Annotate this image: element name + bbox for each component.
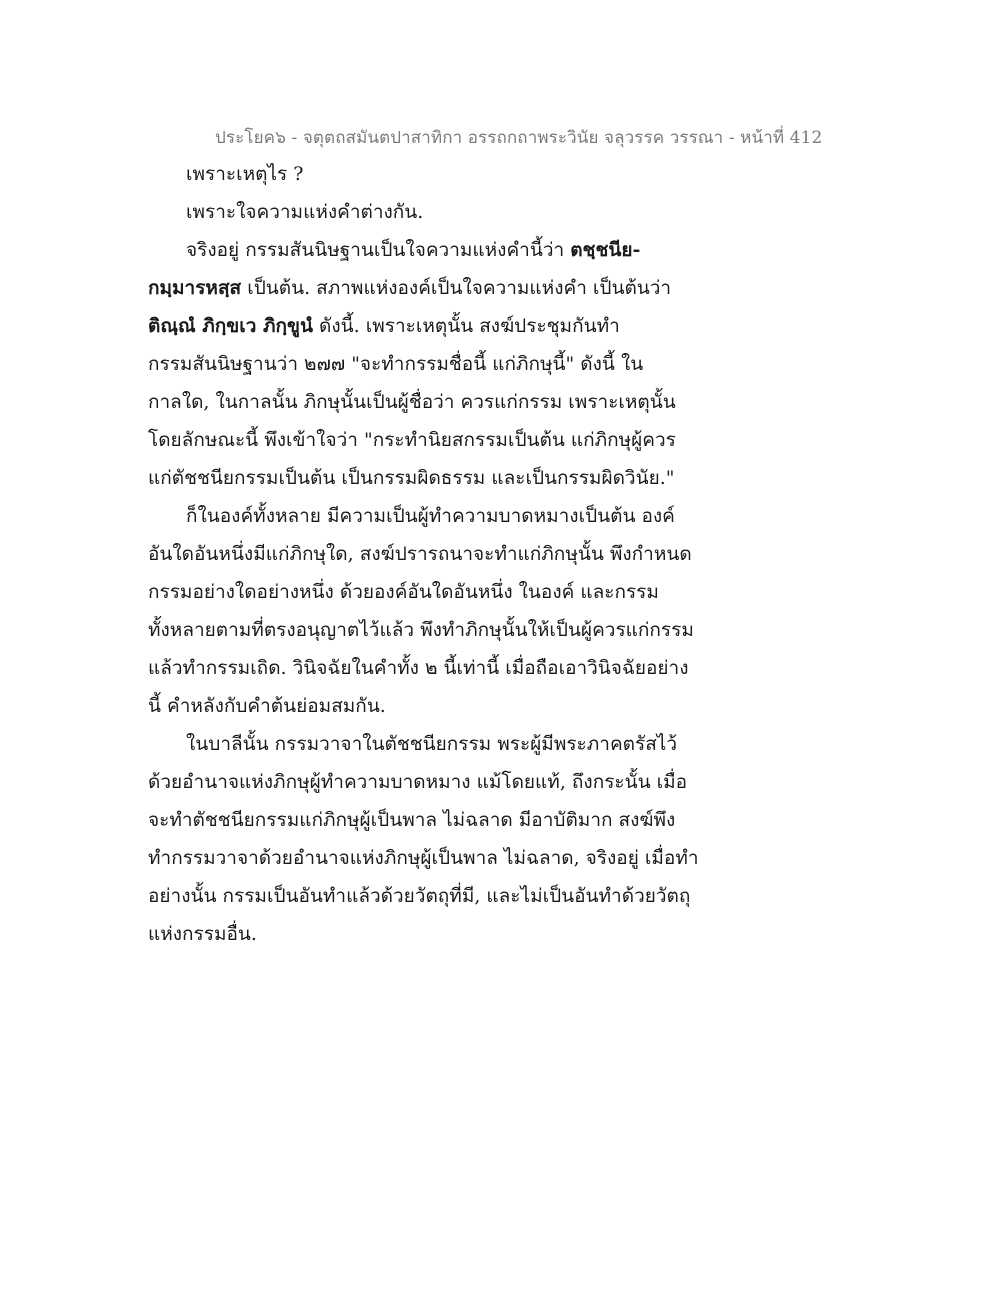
text-run: ด้วยอำนาจแห่งภิกษุผู้ทำความบาดหมาง แม้โดยแท้, ถึงกระนั้น เมื่อ [148, 771, 688, 793]
text-run: ทั้งหลายตามที่ตรงอนุญาตไว้แล้ว พึงทำภิกษุนั้นให้เป็นผู้ควรแก่กรรม [148, 619, 694, 641]
text-line [148, 421, 708, 459]
text-line [148, 763, 708, 801]
text-run: แล้วทำกรรมเถิด. วินิจฉัยในคำทั้ง ๒ นี้เท่านี้ เมื่อถือเอาวินิจฉัยอย่าง [148, 657, 689, 679]
pali-term: ติณฺณํ ภิกฺขเว ภิกฺขูนํ [148, 315, 314, 337]
text-line [148, 345, 708, 383]
text-run: ก็ในองค์ทั้งหลาย มีความเป็นผู้ทำความบาดหมางเป็นต้น องค์ [186, 505, 675, 527]
text-line [148, 383, 708, 421]
pali-term: กมฺมารหสฺส [148, 277, 242, 299]
text-line [148, 801, 708, 839]
text-run: อันใดอันหนึ่งมีแก่ภิกษุใด, สงฆ์ปรารถนาจะทำแก่ภิกษุนั้น พึงกำหนด [148, 543, 692, 565]
text-run: กาลใด, ในกาลนั้น ภิกษุนั้นเป็นผู้ชื่อว่า ควรแก่กรรม เพราะเหตุนั้น [148, 391, 676, 413]
text-line [148, 155, 708, 193]
body-text [148, 155, 708, 953]
text-run: ทำกรรมวาจาด้วยอำนาจแห่งภิกษุผู้เป็นพาล ไม่ฉลาด, จริงอยู่ เมื่อทำ [148, 847, 699, 869]
text-line [148, 839, 708, 877]
text-line [148, 497, 708, 535]
text-line [148, 611, 708, 649]
text-run: แห่งกรรมอื่น. [148, 923, 257, 945]
text-run: เพราะเหตุไร ? [186, 163, 304, 185]
text-run: ในบาลีนั้น กรรมวาจาในตัชชนียกรรม พระผู้มีพระภาคตรัสไว้ [186, 733, 678, 755]
text-run: กรรมสันนิษฐานว่า ๒๗๗ "จะทำกรรมชื่อนี้ แก่ภิกษุนี้" ดังนี้ ใน [148, 353, 644, 375]
text-line [148, 877, 708, 915]
text-line [148, 725, 708, 763]
text-line [148, 687, 708, 725]
text-run: แก่ตัชชนียกรรมเป็นต้น เป็นกรรมผิดธรรม และเป็นกรรมผิดวินัย." [148, 467, 675, 489]
text-run: เป็นต้น. สภาพแห่งองค์เป็นใจความแห่งคำ เป็นต้นว่า [241, 277, 672, 299]
text-line [148, 269, 708, 307]
text-run: กรรมอย่างใดอย่างหนึ่ง ด้วยองค์อันใดอันหนึ่ง ในองค์ และกรรม [148, 581, 659, 603]
pali-term: ตชฺชนีย- [570, 239, 641, 261]
text-run: จะทำตัชชนียกรรมแก่ภิกษุผู้เป็นพาล ไม่ฉลาด มีอาบัติมาก สงฆ์พึง [148, 809, 676, 831]
text-line [148, 573, 708, 611]
text-line [148, 307, 708, 345]
text-line [148, 193, 708, 231]
text-line [148, 535, 708, 573]
text-line [148, 649, 708, 687]
text-line [148, 459, 708, 497]
text-run: โดยลักษณะนี้ พึงเข้าใจว่า "กระทำนิยสกรรมเป็นต้น แก่ภิกษุผู้ควร [148, 429, 676, 451]
text-line [148, 915, 708, 953]
text-run: ดังนี้. เพราะเหตุนั้น สงฆ์ประชุมกันทำ [313, 315, 620, 337]
text-run: เพราะใจความแห่งคำต่างกัน. [186, 201, 424, 223]
text-run: นี้ คำหลังกับคำต้นย่อมสมกัน. [148, 695, 386, 717]
text-run: จริงอยู่ กรรมสันนิษฐานเป็นใจความแห่งคำนี้ว่า [186, 239, 571, 261]
text-line [148, 231, 708, 269]
text-run: อย่างนั้น กรรมเป็นอันทำแล้วด้วยวัตถุที่มี, และไม่เป็นอันทำด้วยวัตถุ [148, 885, 691, 907]
running-header: ประโยค๖ - จตุตถสมันตปาสาทิกา อรรถกถาพระวินัย จลุวรรค วรรณา - หน้าที่ 412 [215, 128, 823, 148]
